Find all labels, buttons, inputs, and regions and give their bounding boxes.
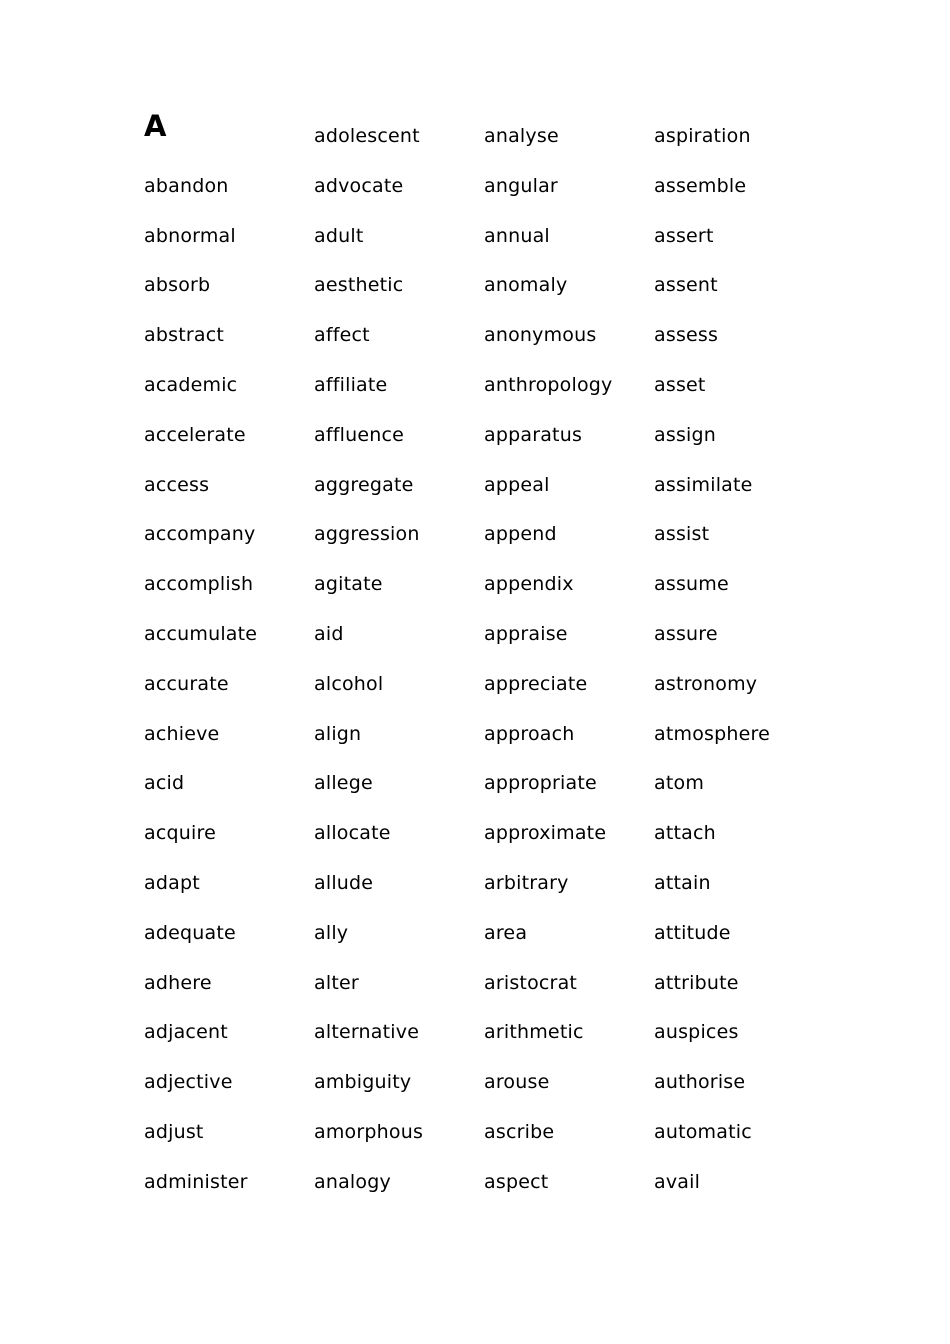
word-entry: abstract (144, 324, 225, 347)
word-entry: abandon (144, 174, 229, 197)
word-entry: auspices (654, 1021, 739, 1044)
word-entry: anonymous (484, 324, 597, 347)
word-entry: aid (314, 622, 344, 645)
word-entry: arbitrary (484, 871, 569, 894)
word-entry: alternative (314, 1021, 420, 1044)
word-entry: accomplish (144, 573, 254, 596)
word-entry: adjust (144, 1120, 204, 1143)
word-entry: asset (654, 373, 706, 396)
word-entry: accumulate (144, 622, 258, 645)
word-entry: adapt (144, 871, 200, 894)
word-entry: adhere (144, 971, 212, 994)
word-entry: allude (314, 871, 374, 894)
word-entry: allocate (314, 822, 391, 845)
word-entry: adjacent (144, 1021, 228, 1044)
word-entry: analogy (314, 1170, 391, 1193)
word-entry: approach (484, 722, 575, 745)
word-entry: astronomy (654, 672, 758, 695)
word-entry: atom (654, 772, 705, 795)
word-entry: achieve (144, 722, 220, 745)
word-entry: ally (314, 921, 349, 944)
word-entry: acquire (144, 822, 216, 845)
word-entry: adjective (144, 1071, 233, 1094)
word-entry: attribute (654, 971, 739, 994)
word-column-1 (144, 110, 314, 1206)
word-entry: assert (654, 224, 714, 247)
word-entry: adult (314, 224, 364, 247)
word-entry: appeal (484, 473, 550, 496)
word-entry: absorb (144, 274, 211, 297)
word-entry: ascribe (484, 1120, 555, 1143)
word-entry: angular (484, 174, 558, 197)
word-entry: aspect (484, 1170, 549, 1193)
word-entry: attitude (654, 921, 731, 944)
word-entry: authorise (654, 1071, 746, 1094)
word-entry: appendix (484, 573, 574, 596)
word-entry: anthropology (484, 373, 613, 396)
word-entry: align (314, 722, 362, 745)
word-entry: alter (314, 971, 359, 994)
word-entry: academic (144, 373, 238, 396)
word-entry: area (484, 921, 528, 944)
word-entry: adequate (144, 921, 236, 944)
word-entry: administer (144, 1170, 248, 1193)
word-entry: arouse (484, 1071, 550, 1094)
word-entry: assure (654, 622, 718, 645)
word-entry: assist (654, 523, 710, 546)
word-entry: agitate (314, 573, 383, 596)
word-entry: anomaly (484, 274, 568, 297)
word-entry: appraise (484, 622, 568, 645)
word-entry: approximate (484, 822, 607, 845)
word-entry: acid (144, 772, 185, 795)
word-entry: avail (654, 1170, 701, 1193)
word-column-4 (654, 110, 824, 1206)
word-entry: aristocrat (484, 971, 578, 994)
word-entry: accompany (144, 523, 256, 546)
word-entry: append (484, 523, 557, 546)
word-entry: attach (654, 822, 716, 845)
word-entry: attain (654, 871, 711, 894)
word-entry: aspiration (654, 125, 751, 147)
word-entry: assume (654, 573, 729, 596)
word-entry: access (144, 473, 210, 496)
word-entry: aesthetic (314, 274, 404, 297)
word-entry: alcohol (314, 672, 384, 695)
word-entry: appropriate (484, 772, 597, 795)
word-entry: assemble (654, 174, 747, 197)
word-entry: accurate (144, 672, 229, 695)
word-entry: abnormal (144, 224, 236, 247)
word-entry: atmosphere (654, 722, 770, 745)
word-entry: assimilate (654, 473, 753, 496)
word-entry: assign (654, 423, 717, 446)
word-entry: ambiguity (314, 1071, 412, 1094)
word-entry: aggregate (314, 473, 414, 496)
word-entry: adolescent (314, 125, 420, 147)
word-entry: assess (654, 324, 719, 347)
word-entry: advocate (314, 174, 404, 197)
word-entry: analyse (484, 125, 559, 147)
word-entry: affect (314, 324, 370, 347)
word-entry: automatic (654, 1120, 752, 1143)
word-entry: aggression (314, 523, 420, 546)
word-entry: affiliate (314, 373, 388, 396)
word-entry: accelerate (144, 423, 246, 446)
word-column-3 (484, 110, 654, 1206)
word-entry: appreciate (484, 672, 588, 695)
word-column-2 (314, 110, 484, 1206)
word-entry: annual (484, 224, 550, 247)
word-entry: apparatus (484, 423, 583, 446)
section-heading: A (144, 109, 167, 143)
word-entry: arithmetic (484, 1021, 584, 1044)
word-entry: affluence (314, 423, 405, 446)
word-entry: amorphous (314, 1120, 424, 1143)
word-entry: allege (314, 772, 373, 795)
word-entry: assent (654, 274, 718, 297)
